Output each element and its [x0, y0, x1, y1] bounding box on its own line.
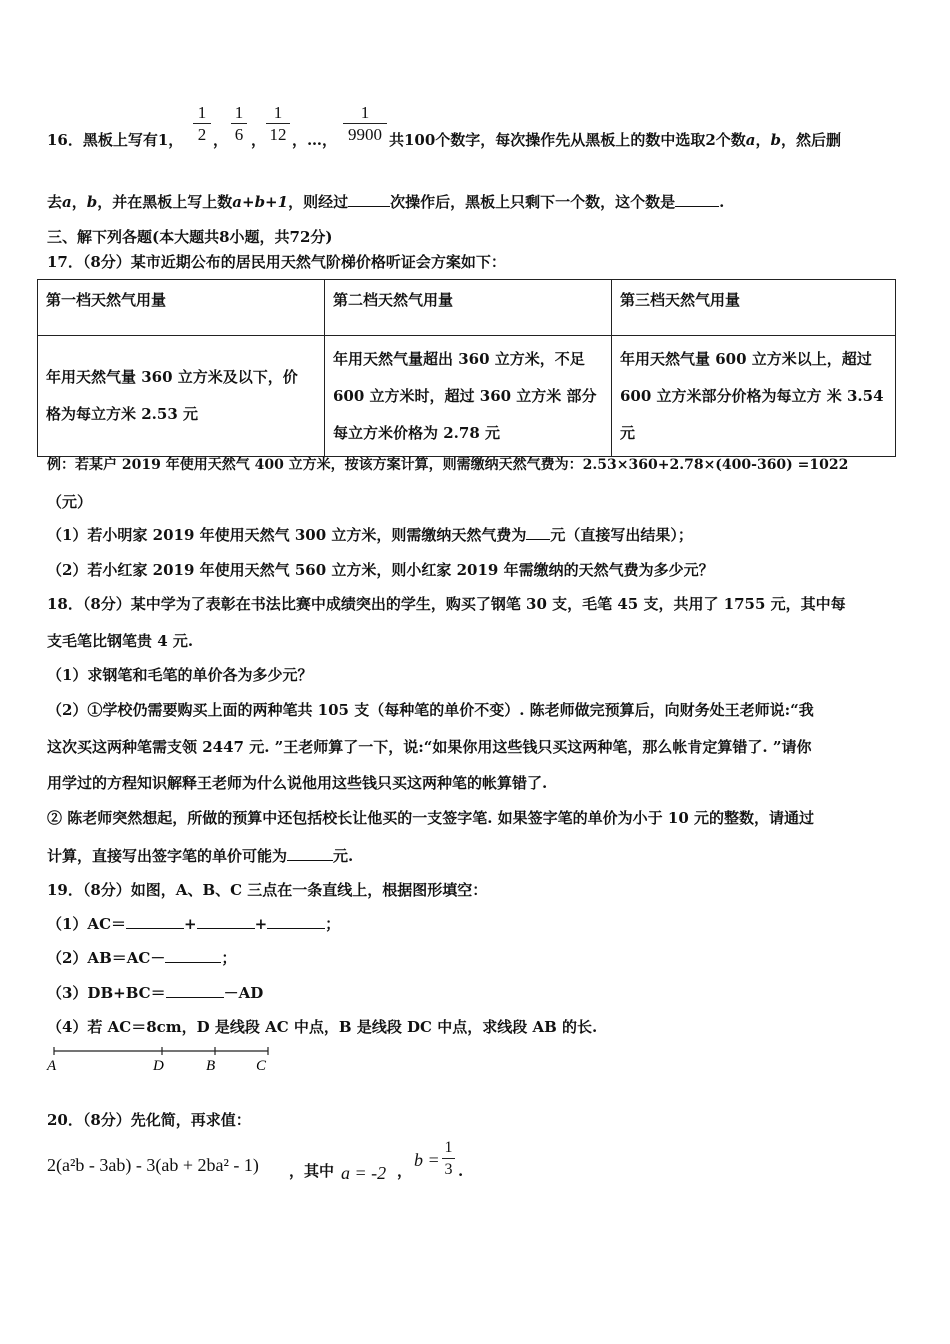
q18-line: 用学过的方程知识解释王老师为什么说他用这些钱只买这两种笔的帐算错了. [47, 774, 548, 792]
q19-part3: （3）DB+BC＝ －AD [47, 984, 264, 1002]
q17-title: 17．（8分）某市近期公布的居民用天然气阶梯价格听证会方案如下： [47, 253, 506, 271]
point-label-d: D [153, 1058, 164, 1074]
q16-line2: 去a，b，并在黑板上写上数a+b+1，则经过 次操作后，黑板上只剩下一个数，这个数是 . [47, 193, 725, 211]
q20-title: 20．（8分）先化简，再求值： [47, 1111, 251, 1129]
q19-blank[interactable] [165, 948, 221, 963]
q18-line: 计算，直接写出签字笔的单价可能为 元. [47, 847, 354, 865]
q19-part4: （4）若 AC＝8cm，D 是线段 AC 中点，B 是线段 DC 中点，求线段 AB 的长. [47, 1018, 598, 1036]
q16-blank-1[interactable] [348, 192, 390, 207]
q20-a-value: a = -2 [341, 1163, 387, 1183]
q19-title: 19．（8分）如图，A、B、C 三点在一条直线上，根据图形填空： [47, 881, 488, 899]
q18-line: 这次买这两种笔需支领 2447 元. ”王老师算了一下，说:“如果你用这些钱只买这两种笔，那么帐肯定算错了. ”请你 [47, 738, 812, 756]
q19-blank[interactable] [166, 983, 224, 998]
q18-line: （1）求钢笔和毛笔的单价各为多少元？ [47, 666, 313, 684]
q16-sep: ，…， [292, 131, 338, 149]
q17-part2: （2）若小红家 2019 年使用天然气 560 立方米，则小红家 2019 年需缴纳的天然气费为多少元？ [47, 561, 714, 579]
q18-line: 18．（8分）某中学为了表彰在书法比赛中成绩突出的学生，购买了钢笔 30 支，毛笔 45 支，共用了 1755 元，其中每 [47, 595, 846, 613]
q19-blank[interactable] [267, 914, 325, 929]
q19-blank[interactable] [197, 914, 255, 929]
q17-example-unit: （元） [47, 493, 93, 511]
q20-b-lhs: b = [414, 1150, 440, 1170]
q20-sep: ， [397, 1162, 413, 1180]
q16-sep: ， [213, 131, 229, 149]
q18-line: ② 陈老师突然想起，所做的预算中还包括校长让他买的一支签字笔. 如果签字笔的单价为小于 10 元的整数，请通过 [47, 809, 814, 827]
q17-blank[interactable] [526, 525, 550, 540]
q16-line1-rest: 共100个数字，每次操作先从黑板上的数中选取2个数a，b，然后删 [389, 131, 842, 149]
point-label-c: C [256, 1058, 267, 1074]
q19-part1: （1）AC＝ + + ； [47, 915, 341, 933]
q16-frac-twelfth: 1 12 [266, 104, 290, 145]
q17-part1: （1）若小明家 2019 年使用天然气 300 立方米，则需缴纳天然气费为 元（直接写出结果）； [47, 526, 693, 544]
q16-frac-last: 1 9900 [343, 104, 387, 145]
q16-frac-half: 1 2 [193, 104, 211, 145]
point-label-a: A [47, 1058, 57, 1074]
q18-blank[interactable] [287, 846, 333, 861]
q16-blank-2[interactable] [675, 192, 719, 207]
table-header: 第一档天然气用量 [38, 280, 325, 336]
q20-end: . [458, 1162, 464, 1180]
table-cell: 年用天然气量超出 360 立方米，不足 600 立方米时，超过 360 立方米 部分 每立方米价格为 2.78 元 [325, 336, 612, 457]
point-label-b: B [206, 1058, 216, 1074]
q16-sep: ， [251, 131, 267, 149]
gas-price-table [37, 279, 896, 457]
q20-expression: 2(a²b - 3ab) - 3(ab + 2ba² - 1) [47, 1155, 259, 1175]
section-3-heading: 三、解下列各题(本大题共8小题，共72分) [47, 228, 333, 246]
table-header: 第三档天然气用量 [612, 280, 896, 336]
table-header: 第二档天然气用量 [325, 280, 612, 336]
q19-blank[interactable] [126, 914, 184, 929]
q18-line: 支毛笔比钢笔贵 4 元. [47, 632, 194, 650]
q16-frac-sixth: 1 6 [231, 104, 247, 145]
q19-part2: （2）AB＝AC－ ； [47, 949, 237, 967]
q20-b-frac: 1 3 [442, 1139, 455, 1180]
q20-where: ，其中 [289, 1162, 335, 1180]
q17-example: 例：若某户 2019 年使用天然气 400 立方米，按该方案计算，则需缴纳天然气费为：2.53×360+2.78×(400-360) =1022 [47, 457, 849, 473]
table-cell: 年用天然气量 600 立方米以上，超过 600 立方米部分价格为每立方 米 3.54 元 [612, 336, 896, 457]
segment-figure [40, 1040, 280, 1076]
table-cell: 年用天然气量 360 立方米及以下，价 格为每立方米 2.53 元 [38, 336, 325, 457]
q18-line: （2）①学校仍需要购买上面的两种笔共 105 支（每种笔的单价不变）. 陈老师做完预算后，向财务处王老师说:“我 [47, 701, 814, 719]
q16-prefix: 16．黑板上写有1， [47, 131, 184, 149]
